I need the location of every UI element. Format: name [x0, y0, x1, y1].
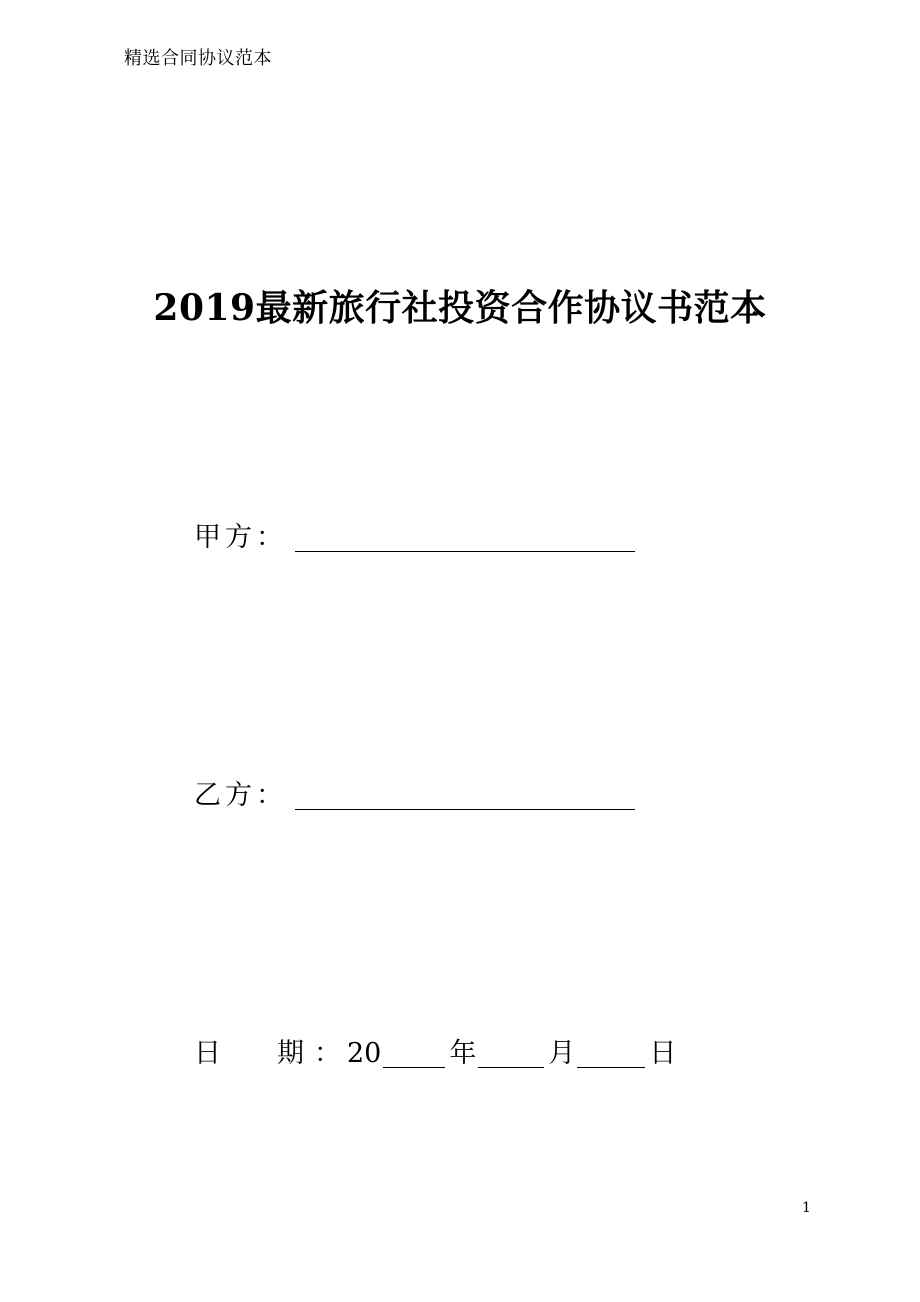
date-day-blank-line	[577, 1037, 645, 1068]
party-b-row	[194, 778, 635, 814]
date-year-prefix: 20	[347, 1038, 382, 1069]
party-a-row	[194, 520, 635, 556]
party-b-label: 乙方：	[194, 780, 287, 811]
date-label-period-character: 期	[277, 1038, 304, 1069]
date-colon: ：	[314, 1038, 341, 1069]
document-title: 2019最新旅行社投资合作协议书范本	[153, 287, 767, 329]
date-year-unit: 年	[449, 1038, 477, 1069]
party-a-label: 甲方：	[194, 522, 287, 553]
party-b-blank-line	[295, 779, 635, 810]
date-day-unit: 日	[649, 1038, 677, 1069]
page-number: 1	[802, 1200, 811, 1216]
date-row	[194, 1036, 676, 1072]
party-a-blank-line	[295, 521, 635, 552]
date-year-blank-line	[383, 1037, 445, 1068]
date-label-day-character: 日	[194, 1038, 221, 1069]
date-month-unit: 月	[548, 1038, 576, 1069]
date-month-blank-line	[478, 1037, 544, 1068]
page-header: 精选合同协议范本	[124, 48, 272, 69]
